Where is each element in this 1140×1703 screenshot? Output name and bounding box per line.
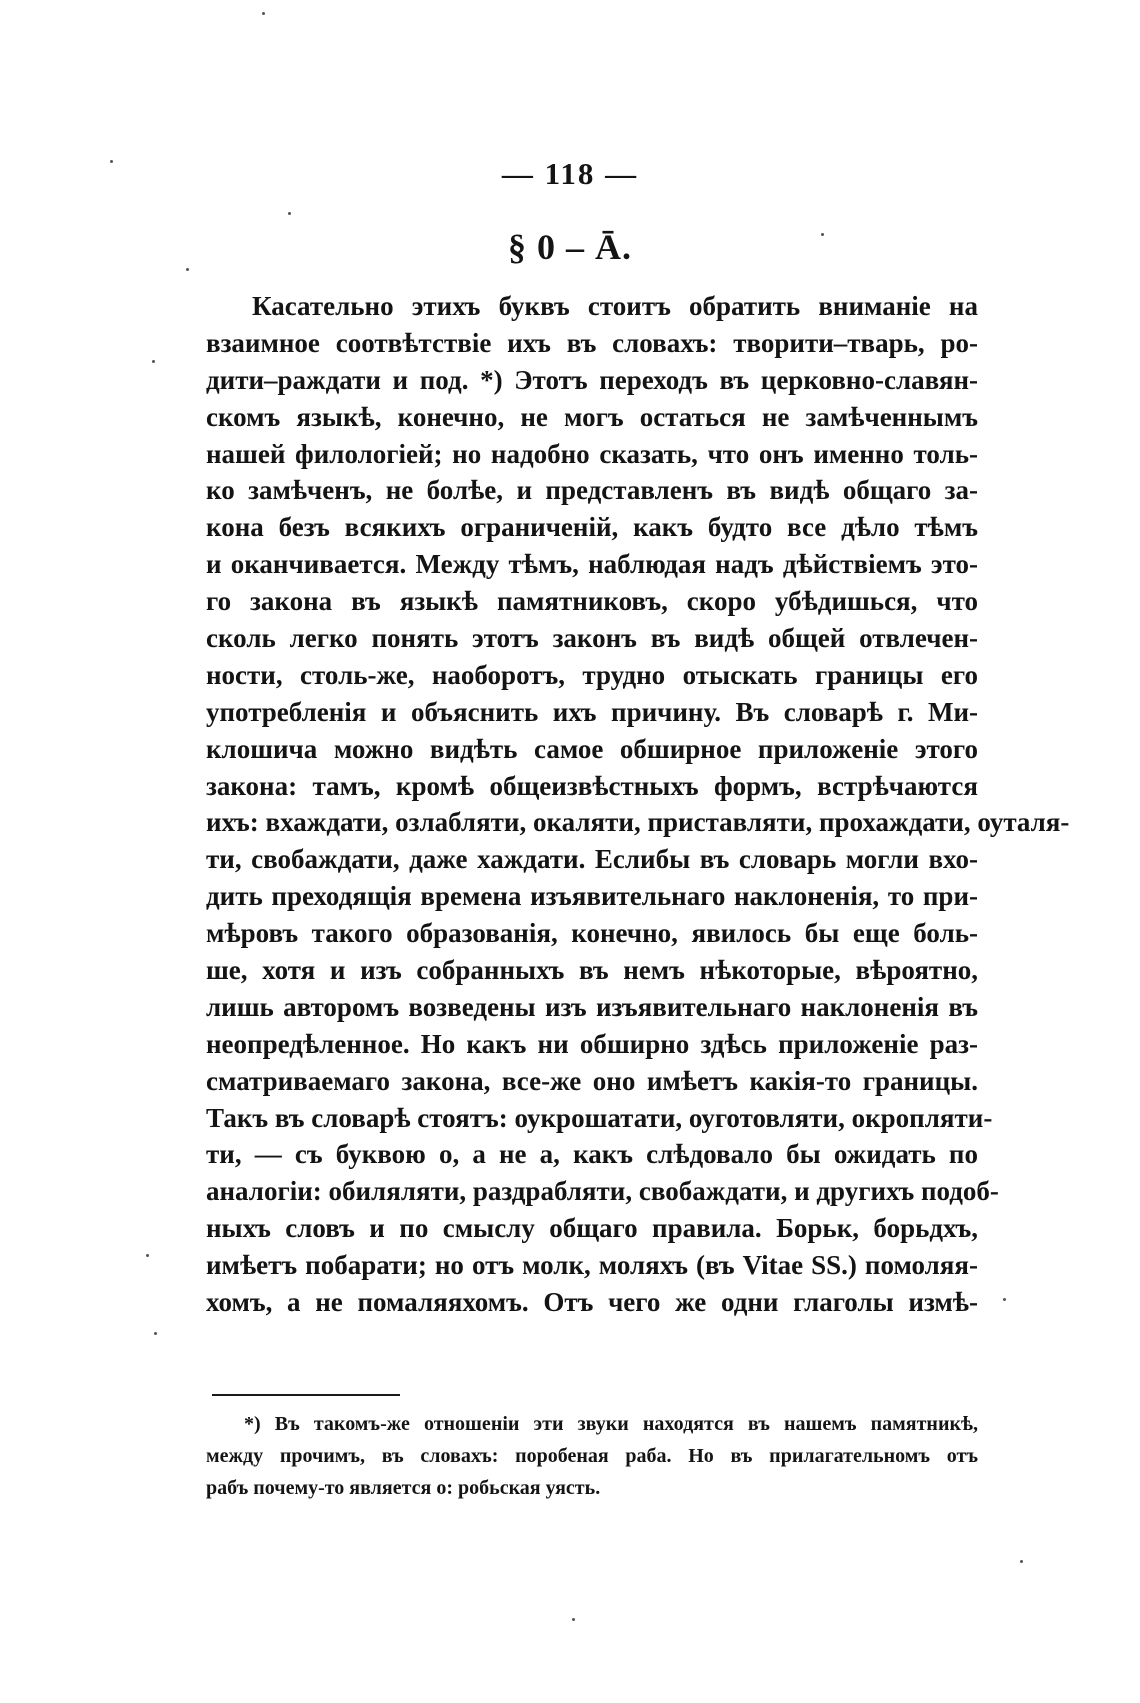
page-number: — 118 — bbox=[501, 156, 639, 191]
body-line: взаимное соотвѣтствіе ихъ въ словахъ: творити–тварь, ро- bbox=[206, 327, 978, 358]
body-line: хомъ, а не помаляяхомъ. Отъ чего же одни глаголы измѣ- bbox=[206, 1287, 978, 1318]
body-line: го закона въ языкѣ памятниковъ, скоро убѣдишься, что bbox=[206, 586, 978, 617]
scan-speck bbox=[288, 212, 291, 215]
body-line: дить преходящія времена изъявительнаго наклоненія, то при- bbox=[206, 881, 978, 912]
body-line: имѣетъ побарати; но отъ молк, моляхъ (въ Vitae SS.) помоляя- bbox=[206, 1250, 978, 1281]
body-text bbox=[206, 288, 1070, 1321]
body-line: ности, столь-же, наоборотъ, трудно отыскать границы его bbox=[206, 659, 978, 690]
body-line: ко замѣченъ, не болѣе, и представленъ въ видѣ общаго за- bbox=[206, 475, 978, 506]
body-line: сколь легко понять этотъ законъ въ видѣ общей отвлечен- bbox=[206, 623, 978, 654]
body-line: ше, хотя и изъ собранныхъ въ немъ нѣкоторые, вѣроятно, bbox=[206, 955, 978, 986]
footnote-divider bbox=[212, 1394, 400, 1396]
scan-speck bbox=[572, 1618, 575, 1621]
body-line: клошича можно видѣть самое обширное приложеніе этого bbox=[206, 733, 978, 764]
scan-speck bbox=[152, 360, 155, 363]
body-line: мѣровъ такого образованія, конечно, явилось бы еще боль- bbox=[206, 918, 978, 949]
footnote-line: между прочимъ, въ словахъ: поробеная раба. Но въ прилагательномъ отъ bbox=[206, 1445, 978, 1467]
body-line: неопредѣленное. Но какъ ни обширно здѣсь приложеніе раз- bbox=[206, 1028, 978, 1059]
footnote-line: рабъ почему-то является о: робьская уясть. bbox=[206, 1477, 601, 1499]
scan-speck bbox=[186, 268, 189, 271]
body-line: дити–раждати и под. *) Этотъ переходъ въ церковно-славян- bbox=[206, 364, 978, 395]
footnote-line: *) Въ такомъ-же отношеніи эти звуки находятся въ нашемъ памятникѣ, bbox=[244, 1413, 978, 1435]
body-line: лишь авторомъ возведены изъ изъявительнаго наклоненія въ bbox=[206, 991, 978, 1022]
body-line: скомъ языкѣ, конечно, не могъ остаться не замѣченнымъ bbox=[206, 401, 978, 432]
body-line: ти, — съ буквою о, а не а, какъ слѣдовало бы ожидать по bbox=[206, 1139, 978, 1170]
scan-speck bbox=[262, 12, 265, 15]
body-line: сматриваемаго закона, все-же оно имѣетъ какія-то границы. bbox=[206, 1065, 978, 1096]
body-line: ихъ: вхаждати, озлабляти, окаляти, приставляти, прохаждати, оуталя- bbox=[206, 807, 1070, 838]
scan-speck bbox=[1003, 1298, 1006, 1301]
body-line: аналогіи: обиляляти, раздрабляти, свобаждати, и другихъ подоб- bbox=[206, 1176, 999, 1207]
body-line: ныхъ словъ и по смыслу общаго правила. Борьк, борьдхъ, bbox=[206, 1213, 978, 1244]
body-line: закона: тамъ, кромѣ общеизвѣстныхъ формъ, встрѣчаются bbox=[206, 770, 978, 801]
body-line: употребленія и объяснить ихъ причину. Въ словарѣ г. Ми- bbox=[206, 696, 978, 727]
scan-speck bbox=[110, 160, 113, 163]
body-line: кона безъ всякихъ ограниченій, какъ будто все дѣло тѣмъ bbox=[206, 512, 978, 543]
body-line: и оканчивается. Между тѣмъ, наблюдая надъ дѣйствіемъ это- bbox=[206, 549, 978, 580]
body-line: нашей филологіей; но надобно сказать, что онъ именно толь- bbox=[206, 438, 978, 469]
scan-speck bbox=[146, 1254, 149, 1257]
scan-speck bbox=[1020, 1560, 1023, 1563]
footnote bbox=[206, 1408, 978, 1504]
body-line: Такъ въ словарѣ стоятъ: оукрошатати, оуготовляти, окропляти- bbox=[206, 1102, 993, 1133]
body-line: Касательно этихъ буквъ стоитъ обратить вниманіе на bbox=[252, 291, 978, 321]
body-line: ти, свобаждати, даже хаждати. Еслибы въ словарь могли вхо- bbox=[206, 844, 978, 875]
scan-speck bbox=[821, 233, 824, 236]
scan-speck bbox=[154, 1332, 157, 1335]
section-title: § 0 – Ā. bbox=[508, 227, 632, 267]
